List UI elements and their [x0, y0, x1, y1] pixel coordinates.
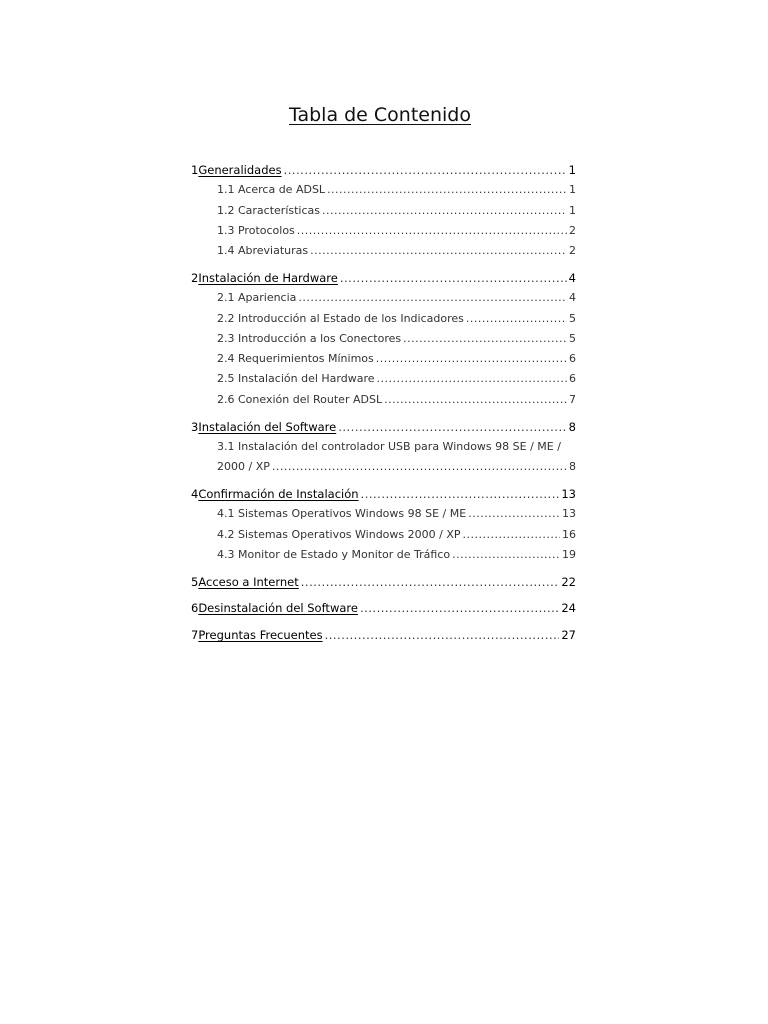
toc-section-4[interactable] — [191, 484, 576, 504]
dot-leader — [384, 390, 567, 410]
subsection-title-continued: 2000 / XP — [217, 460, 270, 474]
section-title[interactable]: Instalación del Software — [198, 419, 337, 434]
page-number: 5 — [569, 311, 576, 325]
toc-subsection-2-5[interactable] — [191, 369, 576, 389]
toc-subsection-2-1[interactable] — [191, 288, 576, 308]
dot-leader — [466, 309, 567, 329]
dot-leader — [452, 545, 560, 565]
section-number: 2 — [191, 270, 199, 285]
subsection-title: 2.2 Introducción al Estado de los Indicadores — [217, 311, 464, 325]
dot-leader — [338, 417, 566, 437]
page-number: 13 — [562, 507, 576, 521]
subsection-title: 2.3 Introducción a los Conectores — [217, 331, 402, 345]
toc-subsection-2-3[interactable] — [191, 329, 576, 349]
section-number: 7 — [191, 628, 199, 643]
page-title: Tabla de Contenido — [289, 104, 471, 126]
subsection-title: 1.4 Abreviaturas — [217, 244, 309, 258]
toc-subsection-1-4[interactable] — [191, 241, 576, 261]
toc-section-3[interactable] — [191, 417, 576, 437]
page-number: 13 — [561, 486, 576, 501]
toc-section-1[interactable] — [191, 160, 576, 180]
subsection-title: 2.5 Instalación del Hardware — [217, 372, 375, 386]
dot-leader — [310, 241, 567, 261]
toc-section-2[interactable] — [191, 268, 576, 288]
toc-section-7[interactable] — [191, 625, 576, 645]
toc-subsection-1-3[interactable] — [191, 221, 576, 241]
section-number: 4 — [191, 486, 199, 501]
dot-leader — [298, 288, 567, 308]
dot-leader — [322, 201, 567, 221]
toc-subsection-4-3[interactable] — [191, 545, 576, 565]
page-number: 6 — [569, 352, 576, 366]
dot-leader — [340, 268, 567, 288]
dot-leader — [297, 221, 567, 241]
section-number: 1 — [191, 163, 199, 177]
dot-leader — [377, 369, 567, 389]
dot-leader — [360, 598, 559, 618]
page-number: 8 — [569, 460, 576, 474]
subsection-title: 1.3 Protocolos — [217, 223, 295, 237]
dot-leader — [284, 160, 567, 180]
subsection-title: 2.6 Conexión del Router ADSL — [217, 392, 383, 406]
toc-subsection-1-2[interactable] — [191, 201, 576, 221]
subsection-title: 1.2 Características — [217, 203, 321, 217]
page-number: 1 — [569, 183, 576, 197]
section-title[interactable]: Preguntas Frecuentes — [198, 628, 323, 643]
section-title[interactable]: Acceso a Internet — [198, 574, 299, 589]
subsection-title: 2.1 Apariencia — [217, 291, 297, 305]
page-number: 2 — [569, 223, 576, 237]
subsection-title: 4.3 Monitor de Estado y Monitor de Tráfico — [217, 547, 451, 561]
section-title[interactable]: Desinstalación del Software — [198, 601, 358, 616]
page-number: 5 — [569, 331, 576, 345]
toc-subsection-4-1[interactable] — [191, 504, 576, 524]
page-number: 4 — [569, 291, 576, 305]
dot-leader — [403, 329, 567, 349]
page-number: 24 — [561, 601, 576, 616]
toc-subsection-2-6[interactable] — [191, 390, 576, 410]
page-number: 2 — [569, 244, 576, 258]
dot-leader — [463, 525, 561, 545]
subsection-title: 3.1 Instalación del controlador USB para Windows 98 SE / ME / — [217, 439, 561, 453]
toc-subsection-3-1-line1[interactable] — [191, 437, 576, 457]
page-number: 16 — [562, 527, 576, 541]
page-number: 4 — [568, 270, 576, 285]
dot-leader — [327, 180, 567, 200]
table-of-contents — [191, 160, 576, 646]
toc-subsection-2-4[interactable] — [191, 349, 576, 369]
toc-subsection-1-1[interactable] — [191, 180, 576, 200]
dot-leader — [361, 484, 560, 504]
page-number: 1 — [569, 203, 576, 217]
subsection-title: 2.4 Requerimientos Mínimos — [217, 352, 374, 366]
section-number: 5 — [191, 574, 199, 589]
page-number: 27 — [561, 628, 576, 643]
section-title[interactable]: Generalidades — [198, 163, 282, 177]
subsection-title: 4.1 Sistemas Operativos Windows 98 SE / ME — [217, 507, 467, 521]
dot-leader — [301, 572, 560, 592]
toc-section-6[interactable] — [191, 598, 576, 618]
page-number: 6 — [569, 372, 576, 386]
section-title[interactable]: Confirmación de Instalación — [198, 486, 359, 501]
page-number: 22 — [561, 574, 576, 589]
dot-leader — [272, 457, 567, 477]
section-number: 6 — [191, 601, 199, 616]
toc-subsection-2-2[interactable] — [191, 309, 576, 329]
section-title[interactable]: Instalación de Hardware — [198, 270, 338, 285]
page-number: 19 — [562, 547, 576, 561]
dot-leader — [325, 625, 560, 645]
toc-subsection-3-1[interactable] — [191, 457, 576, 477]
page-number: 7 — [569, 392, 576, 406]
toc-section-5[interactable] — [191, 572, 576, 592]
subsection-title: 4.2 Sistemas Operativos Windows 2000 / XP — [217, 527, 461, 541]
subsection-title: 1.1 Acerca de ADSL — [217, 183, 326, 197]
page-number: 1 — [568, 163, 576, 177]
toc-subsection-4-2[interactable] — [191, 525, 576, 545]
section-number: 3 — [191, 419, 199, 434]
dot-leader — [468, 504, 560, 524]
page-number: 8 — [568, 419, 576, 434]
dot-leader — [376, 349, 567, 369]
